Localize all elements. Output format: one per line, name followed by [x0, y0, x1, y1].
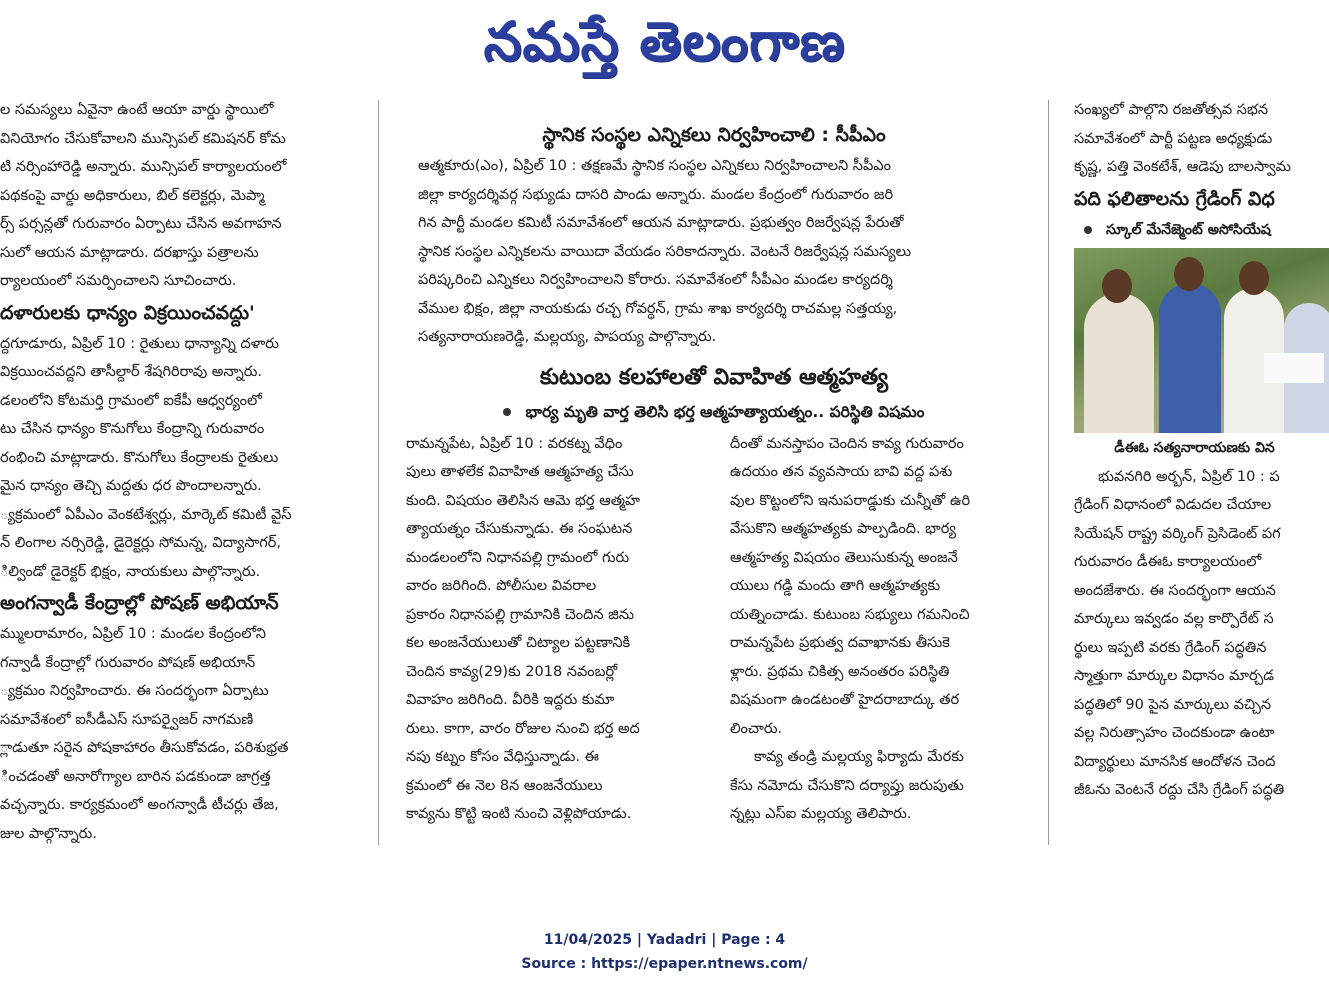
article-line: జిల్లా కార్యదర్శివర్గ సభ్యుడు దాసరి పాండు అన్నారు. మండల కేంద్రంలో గురువారం జరి: [418, 186, 894, 203]
article-line: మ్ములరామారం, ఏప్రిల్ 10 : మండల కేంద్రంలోని: [0, 626, 266, 642]
article-line: పద్ధతిలో 90 పైన మార్కులు వచ్చిన: [1074, 696, 1272, 713]
article-line: గురువారం డీఈఓ కార్యాలయంలో: [1074, 554, 1262, 570]
article-line: లించారు.: [730, 720, 783, 737]
article-line: పథకంపై వార్డు అధికారులు, బిల్ కలెక్టర్లు, మెప్మా: [0, 187, 265, 204]
article-line: భువనగిరి అర్బన్, ఏప్రిల్ 10 : ప: [1098, 468, 1280, 485]
article-line: కావ్య తండ్రి మల్లయ్య ఫిర్యాదు మేరకు: [754, 749, 964, 765]
article-line: సులో ఆయన మాట్లాడారు. దరఖాస్తు పత్రాలను: [0, 244, 259, 261]
article-line: కుంది. విషయం తెలిసిన ఆమె భర్త ఆత్మహ: [406, 492, 640, 509]
photo-document: [1264, 353, 1324, 383]
article-line: విషమంగా ఉండటంతో హైదరాబాద్కు తర: [730, 692, 960, 708]
article-line: సంఖ్యలో పాల్గొని రజతోత్సవ సభన: [1074, 102, 1269, 118]
article-line: ించడంతో అనారోగ్యాల బారిన పడకుండా జాగ్రత్త: [0, 768, 271, 785]
article-line: న్ లింగాల నర్సిరెడ్డి, డైరెక్టర్లు సోమన్న, విద్యాసాగర్,: [0, 535, 281, 551]
article-line: ఆత్మహత్య విషయం తెలుసుకున్న అంజనే: [730, 549, 958, 566]
article-line: సమావేశంలో పార్టీ పట్టణ అధ్యక్షుడు: [1074, 130, 1273, 147]
photo-caption: డీఈఓ సత్యనారాయణకు విన: [1114, 439, 1275, 456]
article-line: పులు తాళలేక వివాహిత ఆత్మహత్య చేసు: [406, 464, 634, 480]
article-line: మండలంలోని నిధానపల్లి గ్రామంలో గురు: [406, 549, 630, 566]
footer-source: Source : https://epaper.ntnews.com/: [521, 956, 808, 972]
article-line: డలంలోని కోటమర్తి గ్రామంలో ఐకేపీ ఆధ్వర్యంలో: [0, 392, 262, 409]
article-line: ్యక్రమంలో ఏపీఎం వెంకటేశ్వర్లు, మార్కెట్ కమిటీ వైస్: [0, 506, 292, 523]
news-photo: [1074, 248, 1329, 433]
photo-person: [1159, 283, 1221, 433]
photo-person: [1084, 293, 1154, 433]
article-line: ళ్లారు. ప్రథమ చికిత్స అనంతరం పరిస్థితి: [730, 663, 950, 680]
article-line: పరిష్కరించి ఎన్నికలు నిర్వహించాలని కోరారు. సమావేశంలో సీపీఎం మండల కార్యదర్శి: [418, 272, 893, 288]
column-divider: [378, 100, 379, 845]
article-line: వచ్చన్నారు. కార్యక్రమంలో అంగన్వాడీ టీచర్లు తేజ,: [0, 797, 279, 813]
article-line: ్లాడుతూ సరైన పోషకాహారం తీసుకోవడం, పరిశుభ్రత: [0, 740, 289, 756]
article-line: రామన్నపేట ప్రభుత్వ దవాఖానకు తీసుకె: [730, 635, 950, 651]
article-line: వుల కొట్టంలోని ఇనుపరాడ్డుకు చున్నీతో ఉరి: [730, 492, 971, 509]
headline-grain-sale: దళారులకు ధాన్యం విక్రయించవద్దు': [0, 301, 255, 324]
left-column: [0, 96, 372, 846]
article-line: విద్యార్థులు మానసిక ఆందోళన చెంద: [1074, 753, 1276, 770]
article-line: వివాహం జరిగింది. వీరికి ఇద్దరు కుమా: [406, 692, 615, 708]
suicide-article: [390, 430, 1038, 822]
suicide-article-col1: [406, 430, 706, 829]
article-line: వారం జరిగింది. పోలీసుల వివరాల: [406, 578, 597, 594]
article-line: చెందిన కావ్య(29)కు 2018 నవంబర్లో: [406, 663, 618, 680]
article-line: టి నర్సింహారెడ్డి అన్నారు. మున్సిపల్ కార్యాలయంలో: [0, 159, 287, 175]
headline-poshan-abhiyan: అంగన్వాడీ కేంద్రాల్లో పోషణ్ అభియాన్: [0, 592, 279, 614]
article-line: దీంతో మనస్తాపం చెందిన కావ్య గురువారం: [730, 435, 964, 452]
left-article-c: [0, 620, 372, 846]
article-line: కల అంజనేయులుతో చిట్యాల పట్టణానికి: [406, 635, 631, 651]
article-line: స్మాత్తుగా మార్కుల విధానం మార్చడ: [1074, 668, 1274, 684]
article-line: రామన్నపేట, ఏప్రిల్ 10 : వరకట్న వేధిం: [406, 435, 623, 452]
article-line: ర్థులు ఇప్పటి వరకు గ్రేడింగ్ పద్ధతిన: [1074, 639, 1267, 656]
article-line: ్యక్రమం నిర్వహించారు. ఈ సందర్భంగా ఏర్పాటు: [0, 683, 269, 699]
article-line: ల సమస్యలు ఏవైనా ఉంటే ఆయా వార్డు స్థాయిలో: [0, 102, 274, 118]
article-line: నపు కట్నం కోసం వేధిస్తున్నాడు. ఈ: [406, 749, 599, 765]
article-line: రంభించి మాట్లాడారు. కొనుగోలు కేంద్రాలకు రైతులు: [0, 449, 279, 466]
middle-column: [390, 96, 1038, 856]
photo-head: [1174, 257, 1204, 291]
article-line: విక్రయించవద్దని తాసీల్దార్ శేషగిరిరావు అన్నారు.: [0, 364, 262, 380]
article-line: త్యాయత్నం చేసుకున్నాడు. ఈ సంఘటన: [406, 521, 633, 537]
article-line: మార్కులు ఇవ్వడం వల్ల కార్పొరేట్ స: [1074, 611, 1274, 627]
suicide-article-col2: [730, 430, 1030, 829]
article-line: న్నట్లు ఎస్ఐ మల్లయ్య తెలిపారు.: [730, 806, 912, 822]
article-line: గిన పార్టీ మండల కమిటీ సమావేశంలో ఆయన మాట్లాడారు. ప్రభుత్వం రిజర్వేషన్ల పేరుతో: [418, 215, 904, 231]
article-line: యత్నించాడు. కుటుంబ సభ్యులు గమనించి: [730, 606, 970, 623]
headline-cpm-elections: స్థానిక సంస్థల ఎన్నికలు నిర్వహించాలి : సీపీఎం: [542, 124, 886, 146]
article-line: సమావేశంలో ఐసీడీఎస్ సూపర్వైజర్ నాగమణి: [0, 711, 254, 728]
bullet-icon: [503, 408, 511, 416]
article-line: ఆత్మకూరు(ఎం), ఏప్రిల్ 10 : తక్షణమే స్థానిక సంస్థల ఎన్నికలు నిర్వహించాలని సీపీఎం: [418, 158, 891, 174]
article-line: వినియోగం చేసుకోవాలని మున్సిపల్ కమిషనర్ కోమ: [0, 130, 286, 147]
article-line: క్రమంలో ఈ నెల 8న ఆంజనేయులు: [406, 777, 603, 794]
footer-edition-info: 11/04/2025 | Yadadri | Page : 4: [543, 932, 786, 948]
article-line: వేముల భిక్షం, జిల్లా నాయకుడు రచ్చ గోవర్ధన్, గ్రామ శాఖ కార్యదర్శి రాచమల్ల సత్తయ్య,: [418, 300, 898, 317]
bullet-icon: [1084, 226, 1092, 234]
right-article-b: [1060, 463, 1329, 805]
article-line: రులు. కాగా, వారం రోజుల నుంచి భర్త అద: [406, 720, 640, 737]
article-line: యులు గడ్డి మందు తాగి ఆత్మహత్యకు: [730, 578, 941, 594]
subheadline-text: భార్య మృతి వార్త తెలిసి భర్త ఆత్మహత్యాయత్నం.. పరిస్థితి విషమం: [525, 402, 925, 421]
photo-head: [1102, 269, 1132, 303]
left-article-a: [0, 96, 372, 296]
article-line: జుల పాల్గొన్నారు.: [0, 825, 97, 842]
right-column: [1060, 96, 1329, 846]
article-line: అందజేశారు. ఈ సందర్భంగా ఆయన: [1074, 582, 1276, 599]
article-line: కావ్యను కొట్టి ఇంటి నుంచి వెళ్లిపోయాడు.: [406, 806, 632, 822]
subheadline-suicide: [390, 398, 1038, 426]
left-article-b: [0, 330, 372, 587]
article-line: సియేషన్ రాష్ట్ర వర్కింగ్ ప్రెసిడెంట్ పగ: [1074, 525, 1281, 542]
article-line: వల్ల నిరుత్సాహం చెందకుండా ఉంటా: [1074, 725, 1275, 741]
article-line: మైన ధాన్యం తెచ్చి మద్దతు ధర పొందాలన్నారు.: [0, 478, 262, 494]
masthead-logo: నమస్తే తెలంగాణ: [483, 10, 846, 73]
article-line: ర్స్ పర్సన్లతో గురువారం ఏర్పాటు చేసిన అవగాహన: [0, 216, 282, 232]
headline-suicide: కుటుంబ కలహాలతో వివాహిత ఆత్మహత్య: [539, 364, 889, 390]
middle-article-a: [390, 152, 1038, 352]
article-line: కృష్ణ, పత్తి వెంకటేశ్, ఆడెపు బాలస్వామ: [1074, 159, 1291, 175]
article-line: ప్రకారం నిధానపల్లి గ్రామానికి చెందిన జిను: [406, 606, 634, 623]
article-line: ిల్విండో డైరెక్టర్ భిక్షం, నాయకులు పాల్గొన్నారు.: [0, 563, 261, 580]
subheadline-grading: [1060, 216, 1329, 244]
article-line: సత్యనారాయణరెడ్డి, మల్లయ్య, పాపయ్య పాల్గొన్నారు.: [418, 329, 717, 345]
article-line: గన్వాడీ కేంద్రాల్లో గురువారం పోషణ్ అభియాన్: [0, 654, 256, 671]
column-divider: [1048, 100, 1049, 845]
article-line: ద్దగూడూరు, ఏప్రిల్ 10 : రైతులు ధాన్యాన్ని దళారు: [0, 335, 279, 352]
right-article-a: [1060, 96, 1329, 182]
headline-grading: పది ఫలితాలను గ్రేడింగ్ విధ: [1074, 187, 1275, 210]
subheadline-text: స్కూల్ మేనేజ్మెంట్ అసోసియేష: [1106, 221, 1271, 238]
photo-head: [1239, 261, 1269, 295]
article-line: కేసు నమోదు చేసుకొని దర్యాప్తు జరుపుతు: [730, 777, 964, 794]
article-line: జీఓను వెంటనే రద్దు చేసి గ్రేడింగ్ పద్ధతి: [1074, 782, 1285, 798]
article-line: టు చేసిన ధాన్యం కొనుగోలు కేంద్రాన్ని గురువారం: [0, 421, 265, 437]
masthead: [0, 2, 1329, 82]
article-line: గ్రేడింగ్ విధానంలో విడుదల చేయాల: [1074, 497, 1272, 513]
article-line: వేసుకొని ఆత్మహత్యకు పాల్పడింది. భార్య: [730, 521, 956, 537]
article-line: స్థానిక సంస్థల ఎన్నికలను వాయిదా వేయడం సరికాదన్నారు. వెంటనే రిజర్వేషన్ల సమస్యలు: [418, 243, 911, 260]
article-line: ర్యాలయంలో సమర్పించాలని సూచించారు.: [0, 273, 237, 289]
article-line: ఉదయం తన వ్యవసాయ బావి వద్ద పశు: [730, 464, 953, 480]
